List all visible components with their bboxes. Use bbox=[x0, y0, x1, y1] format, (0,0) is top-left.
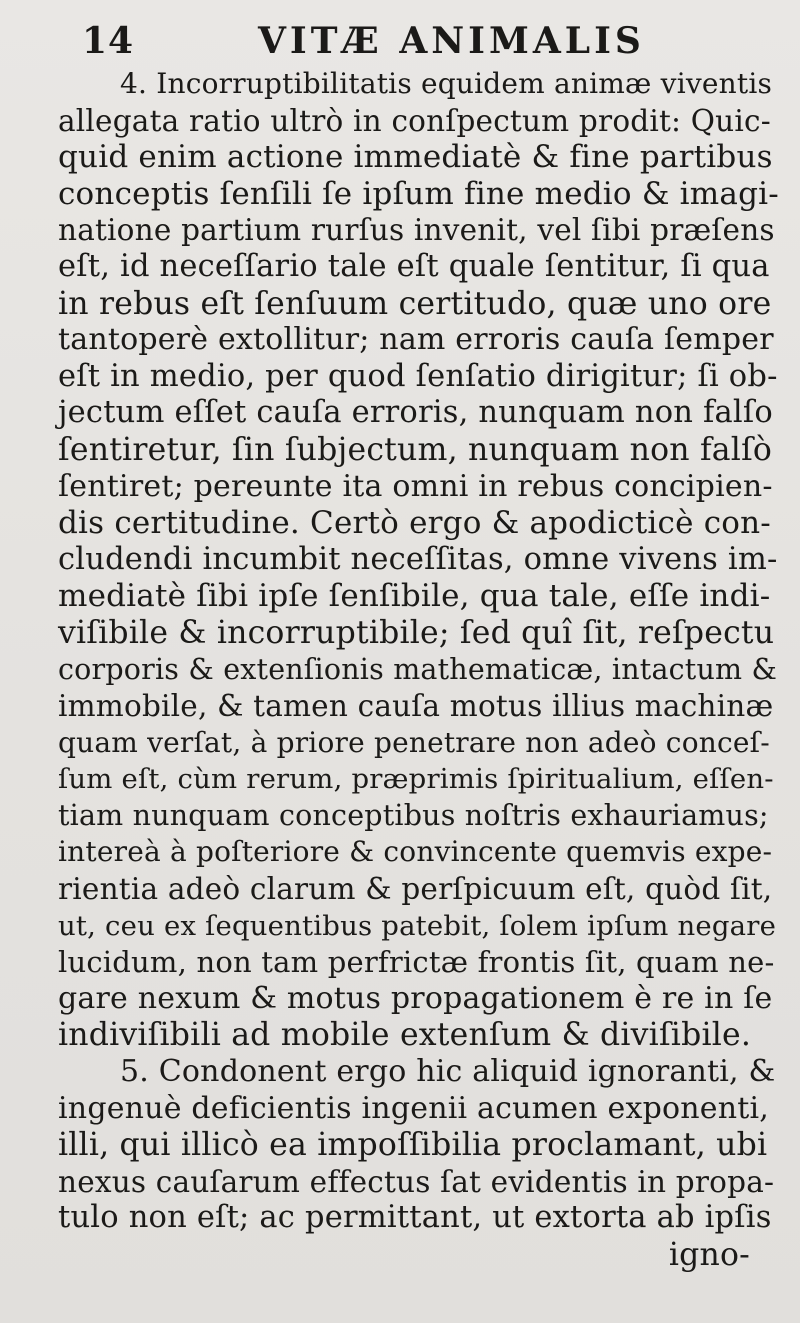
catchword: igno- bbox=[668, 1237, 750, 1273]
text-line: tulo non eſt; ac permittant, ut extorta ab ipſis bbox=[58, 1200, 772, 1236]
text-line: nexus cauſarum effectus ſat evidentis in propa- bbox=[58, 1164, 775, 1199]
text-line: 5. Condonent ergo hic aliquid ignoranti, & bbox=[120, 1054, 776, 1090]
text-line: corporis & extenſionis mathematicæ, intactum & bbox=[58, 652, 778, 686]
text-line: jectum eſſet cauſa erroris, nunquam non falſo bbox=[58, 395, 773, 431]
running-title: VITÆ ANIMALIS bbox=[258, 20, 645, 62]
text-line: 4. Incorruptibilitatis equidem animæ viventis bbox=[120, 67, 773, 100]
text-line: eſt, id neceſſario tale eſt quale ſentitur, ſi qua bbox=[58, 248, 770, 284]
text-line: quid enim actione immediatè & fine partibus bbox=[58, 139, 773, 176]
text-line: tantoperè extollitur; nam erroris cauſa ſemper bbox=[58, 322, 774, 358]
text-line: ſentiretur, ſin ſubjectum, nunquam non falſò bbox=[58, 431, 773, 468]
text-line: ingenuè deficientis ingenii acumen exponenti, bbox=[58, 1090, 770, 1126]
text-line: natione partium rurſus invenit, vel ſibi præſens bbox=[58, 213, 775, 248]
text-line: intereà à poſteriore & convincente quemvis expe- bbox=[58, 835, 773, 869]
page-number: 14 bbox=[82, 20, 135, 62]
text-line: tiam nunquam conceptibus noſtris exhauriamus; bbox=[58, 798, 769, 832]
text-line: eſt in medio, per quod ſenſatio dirigitur; ſi ob- bbox=[58, 358, 778, 394]
text-line: in rebus eſt ſenſuum certitudo, quæ uno ore bbox=[58, 285, 772, 322]
text-line: allegata ratio ultrò in conſpectum prodit: Quic- bbox=[58, 103, 771, 138]
text-line: ſum eſt, cùm rerum, præprimis ſpiritualium, eſſen- bbox=[58, 763, 774, 796]
body-text bbox=[58, 66, 779, 1274]
text-line: mediatè ſibi ipſe ſenſibile, qua tale, eſſe indi- bbox=[58, 578, 771, 615]
text-line: immobile, & tamen cauſa motus illius machinæ bbox=[58, 689, 774, 724]
text-line: lucidum, non tam perfrictæ frontis ſit, quam ne- bbox=[58, 945, 775, 980]
text-line: conceptis ſenſili ſe ipſum fine medio & imagi- bbox=[58, 175, 779, 212]
text-line: quam verſat, à priore penetrare non adeò conceſ- bbox=[58, 725, 770, 759]
text-line: dis certitudine. Certò ergo & apodicticè con- bbox=[58, 505, 771, 542]
text-line: viſibile & incorruptibile; ſed quî ſit, reſpectu bbox=[58, 614, 775, 651]
page-header bbox=[58, 18, 772, 66]
text-line: gare nexum & motus propagationem è re in ſe bbox=[58, 980, 773, 1016]
text-line: ſentiret; pereunte ita omni in rebus concipien- bbox=[58, 468, 773, 504]
text-line: cludendi incumbit neceſſitas, omne vivens im- bbox=[58, 541, 778, 577]
text-line: ut, ceu ex ſequentibus patebit, ſolem ipſum negare bbox=[58, 909, 777, 942]
text-line: indiviſibili ad mobile extenſum & diviſibile. bbox=[58, 1017, 752, 1054]
text-line: rientia adeò clarum & perſpicuum eſt, quòd ſit, bbox=[58, 872, 773, 907]
text-line: illi, qui illicò ea impoſſibilia proclamant, ubi bbox=[58, 1127, 768, 1164]
